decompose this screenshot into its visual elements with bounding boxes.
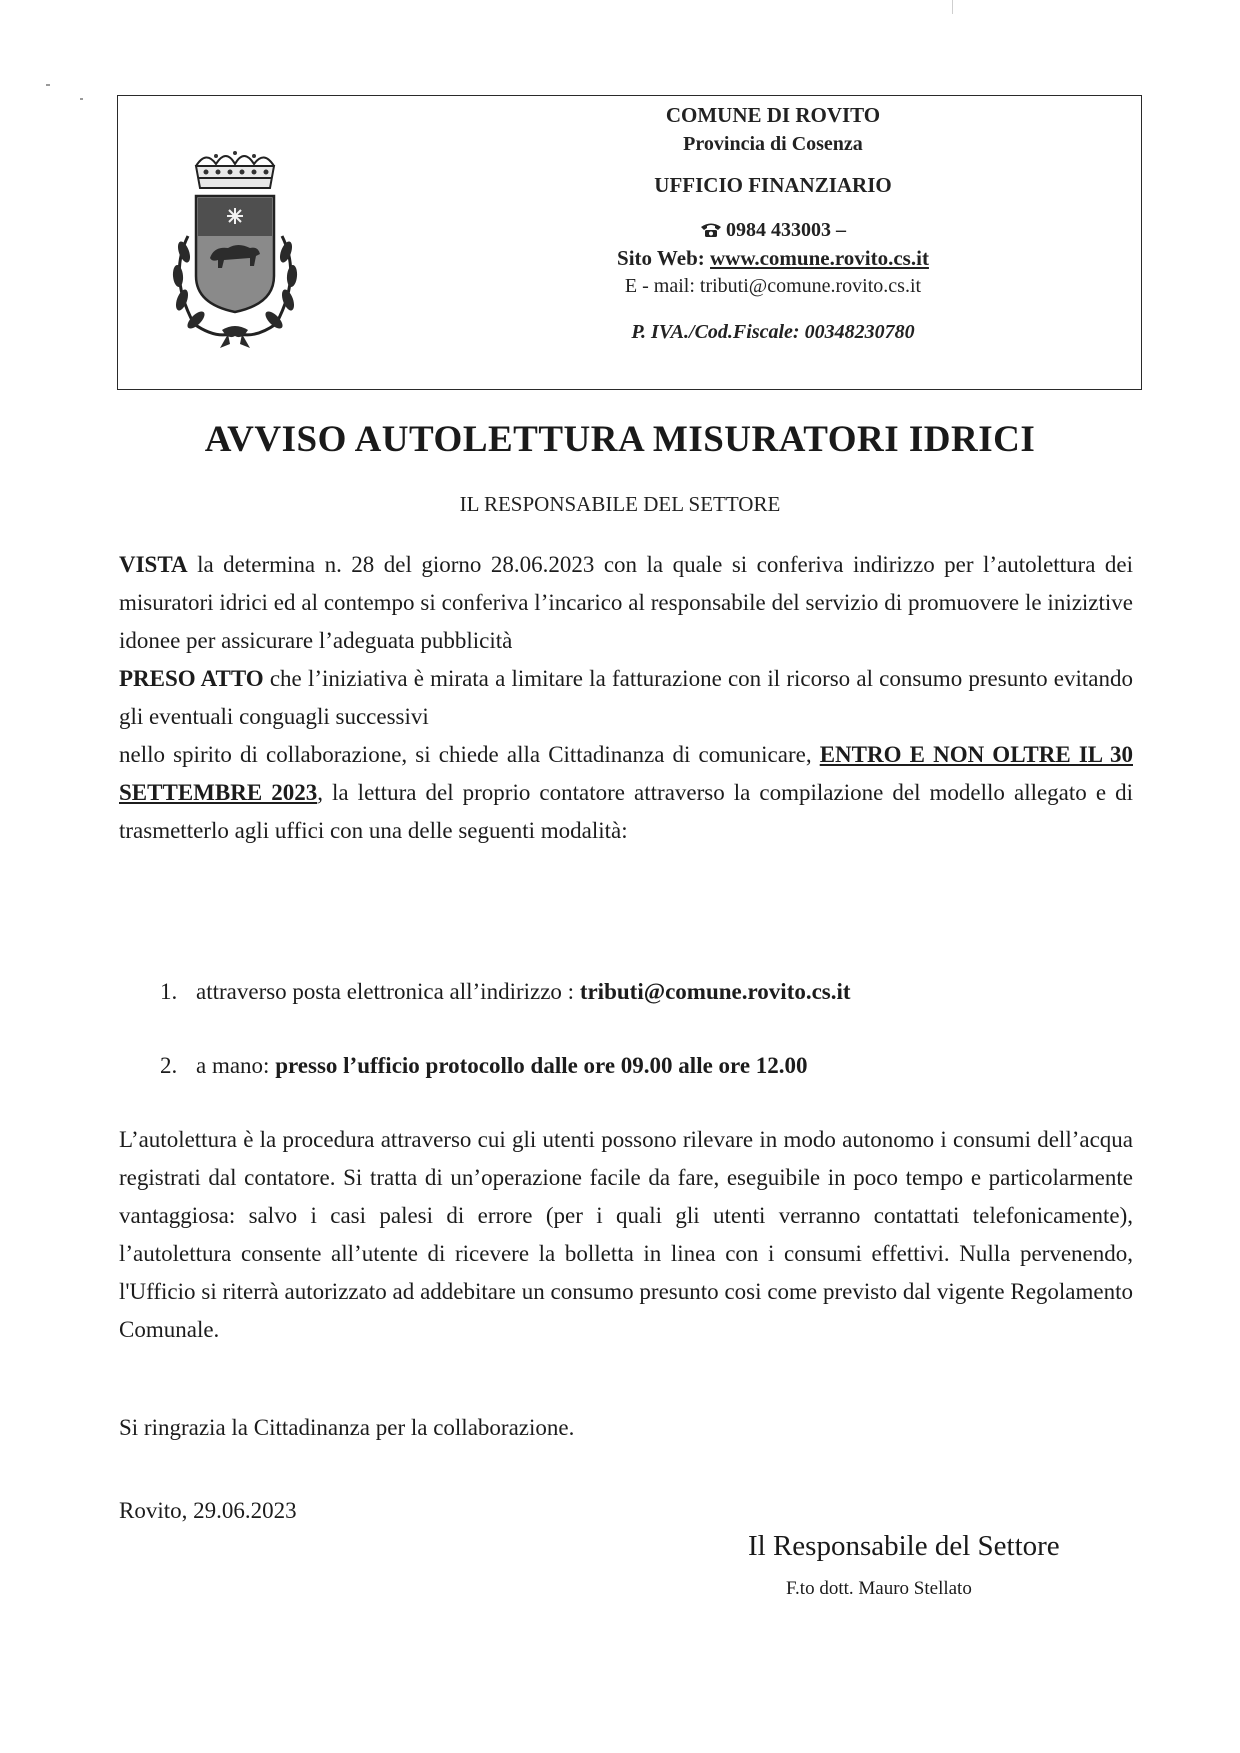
office-name: UFFICIO FINANZIARIO: [654, 173, 892, 197]
scan-artifact: [952, 0, 953, 14]
deadline-text: ENTRO E NON OLTRE IL 30 SETTEMBRE 2023: [119, 742, 1133, 805]
vat-code: P. IVA./Cod.Fiscale: 00348230780: [631, 321, 915, 343]
coat-of-arms-icon: [158, 126, 313, 351]
telephone-icon: [700, 222, 722, 238]
phone-number: 0984 433003 –: [726, 219, 846, 241]
scan-artifact: [46, 84, 50, 86]
list-text: attraverso posta elettronica all’indirizzo :: [196, 979, 580, 1004]
preso-atto-label: PRESO ATTO: [119, 666, 264, 691]
scan-artifact: [80, 98, 83, 100]
place-date: Rovito, 29.06.2023: [119, 1498, 297, 1523]
list-number: 2.: [160, 1053, 178, 1078]
signature-name: F.to dott. Mauro Stellato: [786, 1578, 972, 1599]
notice-title: AVVISO AUTOLETTURA MISURATORI IDRICI: [204, 419, 1036, 460]
thanks-line: Si ringrazia la Cittadinanza per la collaborazione.: [119, 1415, 575, 1440]
phone-line: [538, 216, 1008, 244]
list-number: 1.: [160, 979, 178, 1004]
website-link[interactable]: www.comune.rovito.cs.it: [710, 246, 929, 270]
letterhead-text: [538, 100, 1008, 346]
municipality-name: COMUNE DI ROVITO: [665, 103, 881, 127]
info-paragraph: L’autolettura è la procedura attraverso cui gli utenti possono rilevare in modo autonomo i consumi dell’acqua registrati dal contatore. Si tratta di un’operazione facile da fare, eseguibile in poco tempo e particolarmente vantaggiosa: salvo i casi palesi di errore (per i quali gli utenti verranno contattati telefonicamente), l’autolettura consente all’utente di ricevere la bolletta in linea con i consumi effettivi. Nulla pervenendo, l'Ufficio si riterrà autorizzato ad addebitare un consumo presunto cosi come previsto dal vigente Regolamento Comunale.: [119, 1127, 1133, 1342]
notice-subtitle: IL RESPONSABILE DEL SETTORE: [459, 492, 781, 516]
list-item: [160, 1053, 808, 1079]
vista-text: la determina n. 28 del giorno 28.06.2023 con la quale si conferiva indirizzo per l’autolettura dei misuratori idrici ed al contempo si conferiva l’incarico al responsabile del servizio di promuovere le iniziztive idonee per assicurare l’adeguata pubblicità: [119, 552, 1133, 653]
signature-role: Il Responsabile del Settore: [748, 1530, 1060, 1562]
list-text: a mano:: [196, 1053, 276, 1078]
list-item: [160, 979, 851, 1005]
email-address[interactable]: tributi@comune.rovito.cs.it: [579, 979, 851, 1004]
office-hours: presso l’ufficio protocollo dalle ore 09.00 alle ore 12.00: [275, 1053, 808, 1078]
request-text-end: , la lettura del proprio contatore attraverso la compilazione del modello allegato e di trasmetterlo agli uffici con una delle seguenti modalità:: [119, 780, 1133, 843]
request-paragraph: [119, 736, 1133, 850]
vista-label: VISTA: [119, 552, 188, 577]
preso-atto-text: che l’iniziativa è mirata a limitare la fatturazione con il ricorso al consumo presunto evitando gli eventuali conguagli successivi: [119, 666, 1133, 729]
request-text: nello spirito di collaborazione, si chiede alla Cittadinanza di comunicare,: [119, 742, 820, 767]
preso-atto-paragraph: [119, 660, 1133, 736]
website-line: [538, 244, 1008, 272]
province-name: Provincia di Cosenza: [683, 133, 863, 155]
notice-body: [119, 546, 1133, 850]
email-line[interactable]: E - mail: tributi@comune.rovito.cs.it: [624, 275, 922, 297]
letterhead-box: [117, 95, 1142, 390]
website-label: Sito Web:: [617, 246, 705, 270]
vista-paragraph: [119, 546, 1133, 660]
